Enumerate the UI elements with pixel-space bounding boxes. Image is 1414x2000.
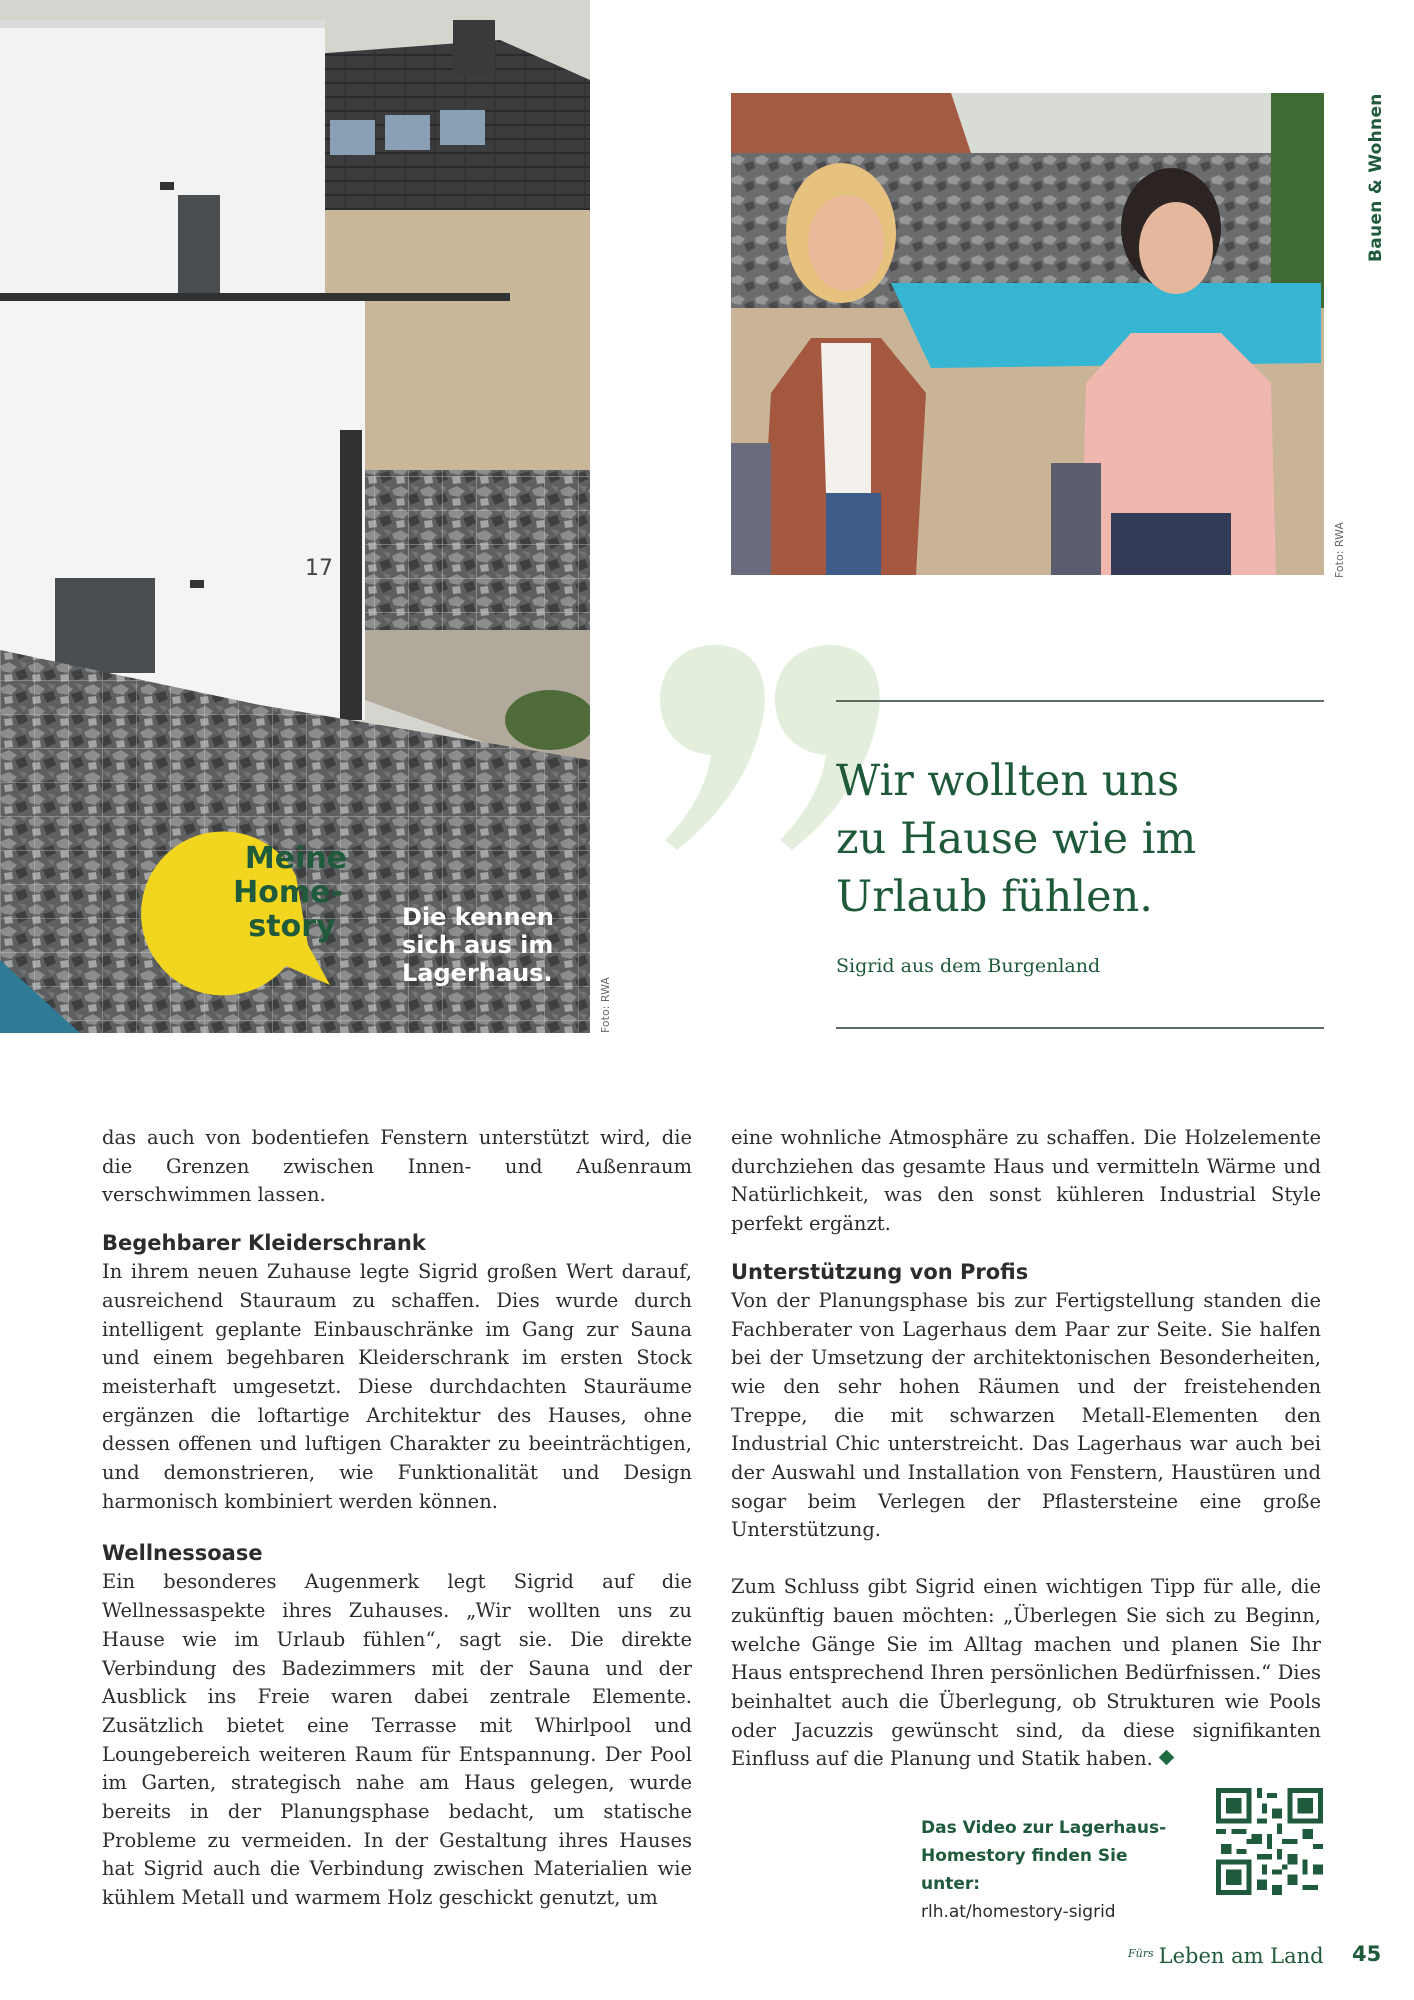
house-number: 17 [305, 556, 333, 581]
paragraph-kleiderschrank: In ihrem neuen Zuhause legte Sigrid großen Wert darauf, ausreichend Stauraum zu schaffen. Dies wurde durch intelligent geplante Einbauschränke im Gang zur Sauna und einem begehbaren Kleiderschrank im ersten Stock meisterhaft umgesetzt. Diese durchdachten Stauräume ergänzen die loftartige Architektur des Hauses, ohne dessen offenen und luftigen Charakter zu beeinträchtigen, und demonstrieren, wie Funktionalität und Design harmonisch kombiniert werden können. [102, 1260, 692, 1513]
slogan-line-1: Die kennen [402, 903, 554, 931]
badge-line-3: story [248, 909, 336, 944]
house-photo [0, 0, 590, 1033]
slogan-line-3: Lagerhaus. [402, 959, 553, 987]
left-column [102, 1124, 692, 1913]
footer-brand [1128, 1944, 1324, 1968]
quote-author: Sigrid aus dem Burgenland [836, 955, 1101, 977]
cta-url[interactable]: rlh.at/homestory-sigrid [921, 1902, 1116, 1922]
quote-line-1: Wir wollten uns [836, 756, 1180, 806]
quote-line-2: zu Hause wie im [836, 814, 1197, 864]
qr-code-icon[interactable] [1216, 1788, 1323, 1895]
badge-line-2: Home- [233, 875, 343, 910]
paragraph-tipp-text: Zum Schluss gibt Sigrid einen wichtigen Tipp für alle, die zukünftig bauen möchten: „Überlegen Sie sich zu Beginn, welche Gänge Sie im Alltag machen und planen Sie Ihr Haus entsprechend Ihren persönlichen Bedürfnissen.“ Dies beinhaltet auch die Überlegung, ob Strukturen wie Pools oder Jacuzzis gewünscht sind, da diese signifikanten Einfluss auf die Planung und Statik haben. [731, 1575, 1321, 1771]
quote-bottom-rule [836, 1027, 1324, 1029]
heading-wellnessoase: Wellnessoase [102, 1541, 263, 1566]
footer-brand-small: Fürs [1128, 1947, 1154, 1960]
cta-line-1: Das Video zur Lagerhaus- [921, 1818, 1167, 1838]
page-number: 45 [1352, 1942, 1382, 1966]
quote-top-rule [836, 700, 1324, 702]
house-photo-credit: Foto: RWA [599, 977, 612, 1033]
quote-line-3: Urlaub fühlen. [836, 872, 1153, 922]
slogan-line-2: sich aus im [402, 931, 554, 959]
women-photo [731, 93, 1324, 575]
right-intro: eine wohnliche Atmosphäre zu schaffen. Die Holzelemente durchziehen das gesamte Haus und vermitteln Wärme und Natürlichkeit, was den sonst kühleren Industrial Style perfekt ergänzt. [731, 1126, 1321, 1236]
footer-brand-name: Leben am Land [1158, 1944, 1324, 1968]
video-cta [921, 1814, 1191, 1926]
heading-kleiderschrank: Begehbarer Kleiderschrank [102, 1231, 426, 1256]
women-photo-credit: Foto: RWA [1333, 522, 1346, 578]
heading-profis: Unterstützung von Profis [731, 1259, 1029, 1284]
badge-line-1: Meine [244, 841, 348, 876]
left-intro: das auch von bodentiefen Fenstern unterstützt wird, die die Grenzen zwischen Innen- und Außenraum verschwimmen lassen. [102, 1126, 692, 1207]
paragraph-tipp [731, 1573, 1321, 1774]
end-mark-icon [1159, 1750, 1175, 1766]
section-label: Bauen & Wohnen [1366, 93, 1386, 262]
pull-quote [836, 752, 1336, 926]
paragraph-wellnessoase: Ein besonderes Augenmerk legt Sigrid auf die Wellnessaspekte ihres Zuhauses. „Wir wollten uns zu Hause wie im Urlaub fühlen“, sagt sie. Die direkte Verbindung des Badezimmers mit der Sauna und der Ausblick ins Freie waren dabei zentrale Elemente. Zusätzlich bietet eine Terrasse mit Whirlpool und Loungebereich weiteren Raum für Entspannung. Der Pool im Garten, strategisch nahe am Haus gelegen, wurde bereits in der Planungsphase bedacht, um statische Probleme zu vermeiden. In der Gestaltung ihres Hauses hat Sigrid auch die Verbindung zwischen Materialien wie kühlem Metall und warmem Holz geschickt genutzt, um [102, 1570, 692, 1910]
right-column [731, 1124, 1321, 1774]
cta-line-2: Homestory finden Sie unter: [921, 1846, 1128, 1894]
paragraph-profis: Von der Planungsphase bis zur Fertigstellung standen die Fachberater von Lagerhaus dem Paar zur Seite. Sie halfen bei der Umsetzung der architektonischen Besonderheiten, wie den sehr hohen Räumen und der freistehenden Treppe, die mit schwarzen Metall-Elementen den Industrial Chic unterstreicht. Das Lagerhaus war auch bei der Auswahl und Installation von Fenstern, Haustüren und sogar beim Verlegen der Pflastersteine eine große Unterstützung. [731, 1288, 1321, 1542]
